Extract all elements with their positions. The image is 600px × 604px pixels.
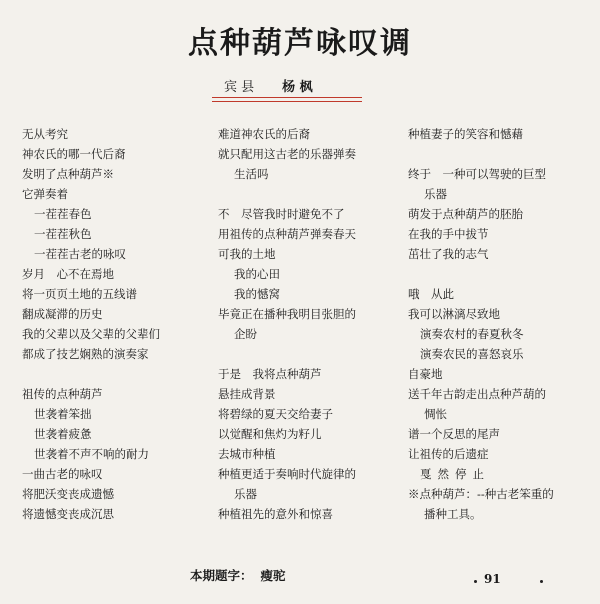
poem-line: 在我的手中拔节 [408,227,489,241]
calligraphy-credit-name: 瘦驼 [260,568,286,583]
poem-line: 惆怅 [424,407,447,421]
byline [212,76,374,95]
poem-line: 将一页页土地的五线谱 [22,287,137,301]
poem-line: 终于 一种可以驾驶的巨型 [408,167,546,181]
poem-line [408,144,593,164]
poem-line: 茁壮了我的志气 [408,247,489,261]
poem-line: 乐器 [424,187,447,201]
poem-line: 祖传的点种葫芦 [22,387,103,401]
poem-line: 我的父辈以及父辈的父辈们 [22,327,160,341]
page-number-dot-left [474,580,477,583]
poem-line: 播种工具。 [424,507,482,521]
poem-line: 乐器 [234,487,257,501]
poem-title: 点种葫芦咏叹调 [188,26,412,61]
poem-line: 一茬茬古老的咏叹 [34,247,126,261]
poem-line: 于是 我将点种葫芦 [218,367,322,381]
poem-line: ※点种葫芦：--种古老笨重的 [408,487,554,501]
calligraphy-credit-label: 本期题字： [190,568,253,583]
poem-line: 我的心田 [234,267,280,281]
poem-column-1 [22,124,204,524]
poem-line: 世袭着笨拙 [34,407,92,421]
poem-line: 种植祖先的意外和惊喜 [218,507,333,521]
page-number-dot-right [540,580,543,583]
poem-line: 毕竟正在播种我明目张胆的 [218,307,356,321]
poem-line [218,344,408,364]
poem-line: 萌发于点种葫芦的胚胎 [408,207,523,221]
poem-line: 一曲古老的咏叹 [22,467,103,481]
poem-line: 神农氏的哪一代后裔 [22,147,126,161]
poem-line: 就只配用这古老的乐器弹奏 [218,147,356,161]
title-rule-top [212,97,362,98]
poem-line: 谱一个反思的尾声 [408,427,500,441]
title-rule-bottom [212,101,362,102]
poem-line: 我可以淋漓尽致地 [408,307,500,321]
poem-line: 种植更适于奏响时代旋律的 [218,467,356,481]
poem-line: 都成了技艺娴熟的演奏家 [22,347,149,361]
poem-line: 世袭着疲惫 [34,427,92,441]
poem-line: 翻成凝滞的历史 [22,307,103,321]
poem-line: 将遗憾变丧成沉思 [22,507,114,521]
poem-line: 无从考究 [22,127,68,141]
poem-line: 可我的土地 [218,247,276,261]
poem-line [218,184,408,204]
poem-line: 一茬茬春色 [34,207,92,221]
poem-line: 难道神农氏的后裔 [218,127,310,141]
poem-line: 将碧绿的夏天交给妻子 [218,407,333,421]
poem-line: 一茬茬秋色 [34,227,92,241]
poem-line: 岁月 心不在焉地 [22,267,114,281]
poem-line: 戛然停止 [420,467,490,481]
poem-line: 送千年古韵走出点种芦葫的 [408,387,546,401]
poem-line: 去城市种植 [218,447,276,461]
poem-line: 以觉醒和焦灼为籽儿 [218,427,322,441]
calligraphy-credit [190,566,286,584]
poem-column-2 [218,124,408,524]
poem-line: 演奏农民的喜怒哀乐 [420,347,524,361]
poem-line: 哦 从此 [408,287,454,301]
poem-line [408,264,593,284]
poem-line: 它弹奏着 [22,187,68,201]
byline-county: 宾 县 [224,80,255,95]
poem-line: 发明了点种葫芦※ [22,167,114,181]
poem-line: 企盼 [234,327,257,341]
poem-line: 生活吗 [234,167,269,181]
poem-line: 不 尽管我时时避免不了 [218,207,345,221]
poem-column-3 [408,124,593,524]
poem-line: 种植妻子的笑容和憾藉 [408,127,523,141]
poem-line: 自豪地 [408,367,443,381]
poem-line: 用祖传的点种葫芦弹奏春天 [218,227,356,241]
byline-author: 杨 枫 [282,80,313,95]
poem-line [22,364,204,384]
poem-line: 让祖传的后遗症 [408,447,489,461]
poem-line: 我的憾窝 [234,287,280,301]
page-number: 91 [484,572,501,586]
poem-line: 将肥沃变丧成遗憾 [22,487,114,501]
poem-line: 悬挂成背景 [218,387,276,401]
poem-line: 演奏农村的春夏秋冬 [420,327,524,341]
poem-line: 世袭着不声不响的耐力 [34,447,149,461]
